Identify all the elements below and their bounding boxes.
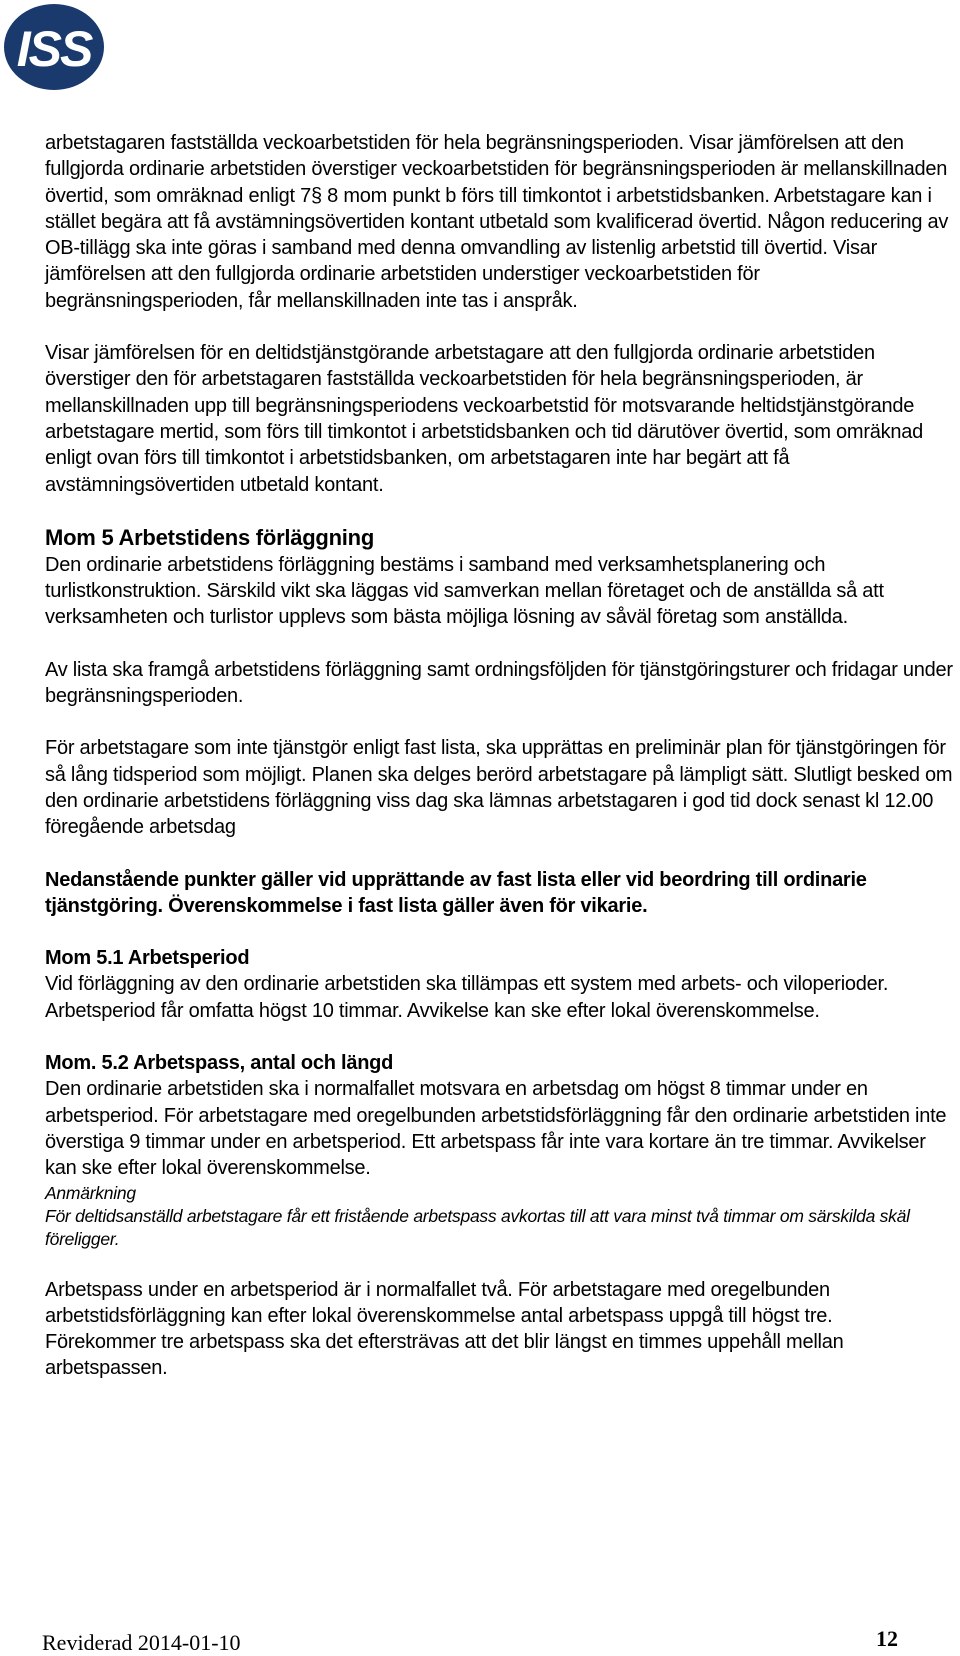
page-number: 12 <box>876 1626 898 1651</box>
paragraph-3: Den ordinarie arbetstidens förläggning bestäms i samband med verksamhetsplanering och turlistkonstruktion. Särskild vikt ska läggas vid samverkan mellan företaget och de anställda så att verksamheten och turlistor upplevs som bästa möjliga lösning av såväl företag som anställda. <box>45 553 884 629</box>
paragraph-1: arbetstagaren fastställda veckoarbetstiden för hela begränsningsperioden. Visar jämförelsen att den fullgjorda ordinarie arbetstiden överstiger veckoarbetstiden för begränsningsperioden är mellanskillnaden övertid, som omräknad enligt 7§ 8 mom punkt b förs till timkontot i arbetstidsbanken. Arbetstagare kan i stället begära att få avstämningsövertiden kontant utbetald som kvalificerad övertid. Någon reducering av OB-tillägg ska inte göras i samband med denna omvandling av listenlig arbetstid till övertid. Visar jämförelsen att den fullgjorda ordinarie arbetstiden understiger veckoarbetstiden för begränsningsperioden, får mellanskillnaden inte tas i anspråk. <box>45 132 949 312</box>
svg-text:ISS: ISS <box>16 21 92 77</box>
paragraph-8: Den ordinarie arbetstiden ska i normalfallet motsvara en arbetsdag om högst 8 timmar under en arbetsperiod. För arbetstagare med oregelbunden arbetstidsförläggning får den ordinarie arbetstiden inte överstiga 9 timmar under en arbetsperiod. Ett arbetspass får inte vara kortare än tre timmar. Avvikelser kan ske efter lokal överenskommelse. <box>45 1078 947 1180</box>
note-text: För deltidsanställd arbetstagare får ett fristående arbetspass avkortas till att vara minst två timmar om särskilda skäl föreligger. <box>45 1205 910 1249</box>
paragraph-7b: Arbetsperiod får omfatta högst 10 timmar. Avvikelse kan ske efter lokal överenskommelse. <box>45 999 820 1022</box>
paragraph-9a: Arbetspass under en arbetsperiod är i normalfallet två. För arbetstagare med oregelbunden arbetstidsförläggning kan efter lokal överenskommelse antal arbetspass uppgå till högst tre. <box>45 1278 833 1327</box>
paragraph-4: Av lista ska framgå arbetstidens förläggning samt ordningsföljden för tjänstgöringsturer och fridagar under begränsningsperioden. <box>45 658 953 708</box>
revision-date: Reviderad 2014-01-10 <box>42 1630 241 1655</box>
note-title: Anmärkning <box>45 1182 136 1203</box>
paragraph-bold-notice: Nedanstående punkter gäller vid upprättande av fast lista eller vid beordring till ordinarie tjänstgöring. Överenskommelse i fast lista gäller även för vikarie. <box>45 868 867 917</box>
paragraph-5: För arbetstagare som inte tjänstgör enligt fast lista, ska upprättas en preliminär plan för tjänstgöringen för så lång tidsperiod som möjligt. Planen ska delges berörd arbetstagare på lämpligt sätt. Slutligt besked om den ordinarie arbetstidens förläggning viss dag ska lämnas arbetstagaren i god tid dock senast kl 12.00 föregående arbetsdag <box>45 737 953 839</box>
heading-mom5: Mom 5 Arbetstidens förläggning <box>45 524 375 550</box>
document-body <box>45 130 960 1382</box>
paragraph-7a: Vid förläggning av den ordinarie arbetstiden ska tillämpas ett system med arbets- och viloperioder. <box>45 973 889 996</box>
heading-mom52: Mom. 5.2 Arbetspass, antal och längd <box>45 1052 394 1075</box>
heading-mom51: Mom 5.1 Arbetsperiod <box>45 947 250 970</box>
iss-logo <box>0 0 112 100</box>
paragraph-2: Visar jämförelsen för en deltidstjänstgörande arbetstagare att den fullgjorda ordinarie arbetstiden överstiger den för arbetstagaren fastställda veckoarbetstiden för hela begränsningsperioden, är mellanskillnaden upp till begränsningsperiodens veckoarbetstid för motsvarande heltidstjänstgörande arbetstagare mertid, som förs till timkontot i arbetstidsbanken och tid därutöver övertid, som omräknad enligt ovan förs till timkontot i arbetstidsbanken, om arbetstagaren inte har begärt att få avstämningsövertiden utbetald kontant. <box>45 342 923 496</box>
paragraph-9b: Förekommer tre arbetspass ska det eftersträvas att det blir längst en timmes uppehåll mellan arbetspassen. <box>45 1331 844 1380</box>
